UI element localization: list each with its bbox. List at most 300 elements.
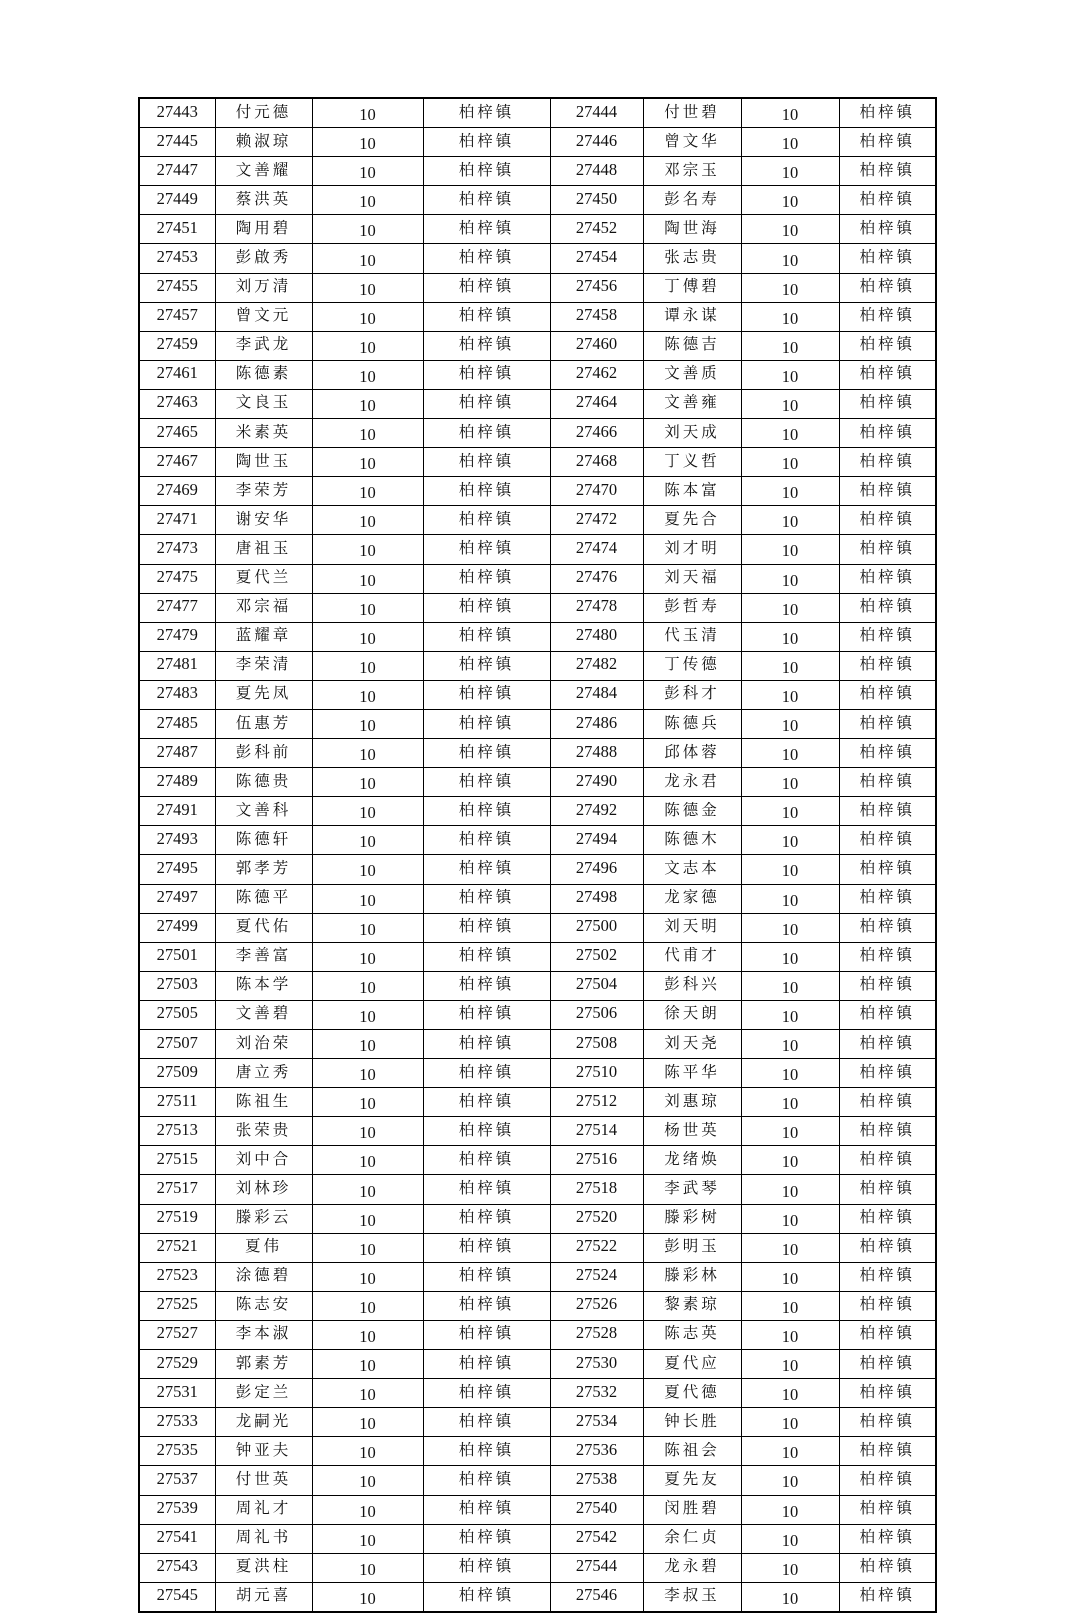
record-id-cell: 27471 bbox=[139, 506, 215, 535]
name-cell: 刘天福 bbox=[643, 564, 741, 593]
table-row bbox=[139, 1291, 936, 1320]
amount-cell: 10 bbox=[312, 98, 423, 128]
town-cell: 柏梓镇 bbox=[423, 942, 550, 971]
name-cell: 夏先合 bbox=[643, 506, 741, 535]
record-id-cell: 27467 bbox=[139, 448, 215, 477]
amount-cell: 10 bbox=[312, 1262, 423, 1291]
town-cell: 柏梓镇 bbox=[839, 1175, 936, 1204]
record-id-cell: 27501 bbox=[139, 942, 215, 971]
amount-cell: 10 bbox=[741, 826, 839, 855]
amount-cell: 10 bbox=[312, 186, 423, 215]
record-id-cell: 27504 bbox=[550, 971, 643, 1000]
table-row bbox=[139, 1524, 936, 1553]
record-id-cell: 27540 bbox=[550, 1495, 643, 1524]
name-cell: 陈德轩 bbox=[215, 826, 312, 855]
name-cell: 陈志安 bbox=[215, 1291, 312, 1320]
name-cell: 刘才明 bbox=[643, 535, 741, 564]
amount-cell: 10 bbox=[741, 1320, 839, 1349]
name-cell: 龙绪焕 bbox=[643, 1146, 741, 1175]
amount-cell: 10 bbox=[312, 971, 423, 1000]
town-cell: 柏梓镇 bbox=[423, 389, 550, 418]
record-id-cell: 27469 bbox=[139, 477, 215, 506]
town-cell: 柏梓镇 bbox=[423, 1059, 550, 1088]
name-cell: 陶世海 bbox=[643, 215, 741, 244]
amount-cell: 10 bbox=[312, 564, 423, 593]
name-cell: 杨世英 bbox=[643, 1117, 741, 1146]
town-cell: 柏梓镇 bbox=[839, 1233, 936, 1262]
amount-cell: 10 bbox=[312, 739, 423, 768]
record-id-cell: 27513 bbox=[139, 1117, 215, 1146]
amount-cell: 10 bbox=[741, 215, 839, 244]
amount-cell: 10 bbox=[741, 1495, 839, 1524]
record-id-cell: 27506 bbox=[550, 1000, 643, 1029]
amount-cell: 10 bbox=[741, 1233, 839, 1262]
town-cell: 柏梓镇 bbox=[423, 98, 550, 128]
town-cell: 柏梓镇 bbox=[839, 360, 936, 389]
table-row bbox=[139, 244, 936, 273]
name-cell: 文善科 bbox=[215, 797, 312, 826]
table-row bbox=[139, 622, 936, 651]
amount-cell: 10 bbox=[312, 1408, 423, 1437]
record-id-cell: 27505 bbox=[139, 1000, 215, 1029]
table-row bbox=[139, 1437, 936, 1466]
town-cell: 柏梓镇 bbox=[839, 506, 936, 535]
record-id-cell: 27450 bbox=[550, 186, 643, 215]
town-cell: 柏梓镇 bbox=[423, 1088, 550, 1117]
town-cell: 柏梓镇 bbox=[423, 1175, 550, 1204]
name-cell: 彭明玉 bbox=[643, 1233, 741, 1262]
town-cell: 柏梓镇 bbox=[423, 244, 550, 273]
table-row bbox=[139, 797, 936, 826]
table-row bbox=[139, 1030, 936, 1059]
amount-cell: 10 bbox=[312, 1350, 423, 1379]
town-cell: 柏梓镇 bbox=[839, 448, 936, 477]
record-id-cell: 27519 bbox=[139, 1204, 215, 1233]
name-cell: 代甫才 bbox=[643, 942, 741, 971]
town-cell: 柏梓镇 bbox=[423, 360, 550, 389]
town-cell: 柏梓镇 bbox=[839, 1030, 936, 1059]
town-cell: 柏梓镇 bbox=[423, 1408, 550, 1437]
town-cell: 柏梓镇 bbox=[423, 884, 550, 913]
name-cell: 蓝耀章 bbox=[215, 622, 312, 651]
town-cell: 柏梓镇 bbox=[423, 1233, 550, 1262]
town-cell: 柏梓镇 bbox=[839, 477, 936, 506]
town-cell: 柏梓镇 bbox=[423, 506, 550, 535]
table-row bbox=[139, 1059, 936, 1088]
record-id-cell: 27470 bbox=[550, 477, 643, 506]
town-cell: 柏梓镇 bbox=[839, 1000, 936, 1029]
amount-cell: 10 bbox=[312, 302, 423, 331]
name-cell: 陈祖会 bbox=[643, 1437, 741, 1466]
name-cell: 陈德吉 bbox=[643, 331, 741, 360]
record-id-cell: 27462 bbox=[550, 360, 643, 389]
name-cell: 陈德平 bbox=[215, 884, 312, 913]
town-cell: 柏梓镇 bbox=[839, 1350, 936, 1379]
amount-cell: 10 bbox=[312, 1030, 423, 1059]
amount-cell: 10 bbox=[741, 768, 839, 797]
record-id-cell: 27449 bbox=[139, 186, 215, 215]
table-row bbox=[139, 535, 936, 564]
town-cell: 柏梓镇 bbox=[839, 1437, 936, 1466]
amount-cell: 10 bbox=[312, 1495, 423, 1524]
record-id-cell: 27495 bbox=[139, 855, 215, 884]
amount-cell: 10 bbox=[741, 157, 839, 186]
amount-cell: 10 bbox=[312, 1582, 423, 1612]
town-cell: 柏梓镇 bbox=[423, 564, 550, 593]
record-id-cell: 27522 bbox=[550, 1233, 643, 1262]
record-id-cell: 27447 bbox=[139, 157, 215, 186]
town-cell: 柏梓镇 bbox=[423, 913, 550, 942]
name-cell: 代玉清 bbox=[643, 622, 741, 651]
name-cell: 夏代佑 bbox=[215, 913, 312, 942]
table-row bbox=[139, 768, 936, 797]
name-cell: 滕彩林 bbox=[643, 1262, 741, 1291]
town-cell: 柏梓镇 bbox=[839, 1117, 936, 1146]
town-cell: 柏梓镇 bbox=[839, 797, 936, 826]
record-id-cell: 27459 bbox=[139, 331, 215, 360]
record-id-cell: 27537 bbox=[139, 1466, 215, 1495]
table-row bbox=[139, 913, 936, 942]
record-id-cell: 27445 bbox=[139, 128, 215, 157]
amount-cell: 10 bbox=[741, 1088, 839, 1117]
amount-cell: 10 bbox=[312, 1379, 423, 1408]
town-cell: 柏梓镇 bbox=[423, 1000, 550, 1029]
table-row bbox=[139, 128, 936, 157]
amount-cell: 10 bbox=[741, 535, 839, 564]
name-cell: 彭名寿 bbox=[643, 186, 741, 215]
town-cell: 柏梓镇 bbox=[423, 215, 550, 244]
amount-cell: 10 bbox=[741, 360, 839, 389]
town-cell: 柏梓镇 bbox=[423, 1262, 550, 1291]
record-id-cell: 27496 bbox=[550, 855, 643, 884]
name-cell: 刘天尧 bbox=[643, 1030, 741, 1059]
record-id-cell: 27502 bbox=[550, 942, 643, 971]
record-id-cell: 27510 bbox=[550, 1059, 643, 1088]
name-cell: 胡元喜 bbox=[215, 1582, 312, 1612]
record-id-cell: 27524 bbox=[550, 1262, 643, 1291]
amount-cell: 10 bbox=[312, 1233, 423, 1262]
town-cell: 柏梓镇 bbox=[839, 1262, 936, 1291]
name-cell: 伍惠芳 bbox=[215, 709, 312, 738]
name-cell: 李本淑 bbox=[215, 1320, 312, 1349]
table-row bbox=[139, 564, 936, 593]
town-cell: 柏梓镇 bbox=[423, 1204, 550, 1233]
name-cell: 陈德金 bbox=[643, 797, 741, 826]
town-cell: 柏梓镇 bbox=[839, 244, 936, 273]
name-cell: 文善碧 bbox=[215, 1000, 312, 1029]
name-cell: 唐祖玉 bbox=[215, 535, 312, 564]
record-id-cell: 27468 bbox=[550, 448, 643, 477]
amount-cell: 10 bbox=[741, 273, 839, 302]
amount-cell: 10 bbox=[741, 1059, 839, 1088]
record-id-cell: 27494 bbox=[550, 826, 643, 855]
town-cell: 柏梓镇 bbox=[839, 913, 936, 942]
name-cell: 闵胜碧 bbox=[643, 1495, 741, 1524]
name-cell: 陈平华 bbox=[643, 1059, 741, 1088]
town-cell: 柏梓镇 bbox=[423, 709, 550, 738]
table-row bbox=[139, 884, 936, 913]
name-cell: 陶世玉 bbox=[215, 448, 312, 477]
table-row bbox=[139, 1379, 936, 1408]
name-cell: 谢安华 bbox=[215, 506, 312, 535]
town-cell: 柏梓镇 bbox=[423, 1582, 550, 1612]
amount-cell: 10 bbox=[312, 535, 423, 564]
table-row bbox=[139, 1582, 936, 1612]
name-cell: 钟长胜 bbox=[643, 1408, 741, 1437]
town-cell: 柏梓镇 bbox=[839, 1146, 936, 1175]
amount-cell: 10 bbox=[312, 680, 423, 709]
town-cell: 柏梓镇 bbox=[423, 448, 550, 477]
table-row bbox=[139, 215, 936, 244]
name-cell: 米素英 bbox=[215, 419, 312, 448]
name-cell: 徐天朗 bbox=[643, 1000, 741, 1029]
record-id-cell: 27503 bbox=[139, 971, 215, 1000]
name-cell: 谭永谋 bbox=[643, 302, 741, 331]
amount-cell: 10 bbox=[312, 1320, 423, 1349]
record-id-cell: 27539 bbox=[139, 1495, 215, 1524]
name-cell: 邱体蓉 bbox=[643, 739, 741, 768]
name-cell: 夏代德 bbox=[643, 1379, 741, 1408]
amount-cell: 10 bbox=[741, 1553, 839, 1582]
town-cell: 柏梓镇 bbox=[839, 971, 936, 1000]
name-cell: 周礼书 bbox=[215, 1524, 312, 1553]
amount-cell: 10 bbox=[741, 709, 839, 738]
town-cell: 柏梓镇 bbox=[839, 1291, 936, 1320]
town-cell: 柏梓镇 bbox=[423, 273, 550, 302]
amount-cell: 10 bbox=[741, 128, 839, 157]
record-id-cell: 27490 bbox=[550, 768, 643, 797]
record-id-cell: 27454 bbox=[550, 244, 643, 273]
name-cell: 滕彩云 bbox=[215, 1204, 312, 1233]
name-cell: 彭啟秀 bbox=[215, 244, 312, 273]
table-row bbox=[139, 186, 936, 215]
amount-cell: 10 bbox=[741, 913, 839, 942]
record-id-cell: 27534 bbox=[550, 1408, 643, 1437]
table-row bbox=[139, 1000, 936, 1029]
amount-cell: 10 bbox=[741, 1408, 839, 1437]
amount-cell: 10 bbox=[741, 506, 839, 535]
record-id-cell: 27527 bbox=[139, 1320, 215, 1349]
amount-cell: 10 bbox=[741, 331, 839, 360]
name-cell: 丁传德 bbox=[643, 651, 741, 680]
amount-cell: 10 bbox=[312, 913, 423, 942]
amount-cell: 10 bbox=[312, 1059, 423, 1088]
name-cell: 彭科才 bbox=[643, 680, 741, 709]
record-id-cell: 27516 bbox=[550, 1146, 643, 1175]
name-cell: 文志本 bbox=[643, 855, 741, 884]
name-cell: 夏先凤 bbox=[215, 680, 312, 709]
amount-cell: 10 bbox=[741, 1000, 839, 1029]
amount-cell: 10 bbox=[312, 826, 423, 855]
town-cell: 柏梓镇 bbox=[423, 477, 550, 506]
amount-cell: 10 bbox=[312, 1088, 423, 1117]
name-cell: 邓宗福 bbox=[215, 593, 312, 622]
amount-cell: 10 bbox=[741, 389, 839, 418]
record-id-cell: 27448 bbox=[550, 157, 643, 186]
amount-cell: 10 bbox=[741, 1030, 839, 1059]
record-id-cell: 27491 bbox=[139, 797, 215, 826]
table-row bbox=[139, 680, 936, 709]
amount-cell: 10 bbox=[312, 1117, 423, 1146]
amount-cell: 10 bbox=[312, 884, 423, 913]
amount-cell: 10 bbox=[741, 797, 839, 826]
amount-cell: 10 bbox=[312, 855, 423, 884]
town-cell: 柏梓镇 bbox=[423, 622, 550, 651]
record-id-cell: 27532 bbox=[550, 1379, 643, 1408]
name-cell: 刘惠琼 bbox=[643, 1088, 741, 1117]
town-cell: 柏梓镇 bbox=[839, 1088, 936, 1117]
town-cell: 柏梓镇 bbox=[839, 1524, 936, 1553]
town-cell: 柏梓镇 bbox=[839, 273, 936, 302]
name-cell: 陈德贵 bbox=[215, 768, 312, 797]
table-body bbox=[139, 98, 936, 1612]
amount-cell: 10 bbox=[312, 1146, 423, 1175]
record-id-cell: 27479 bbox=[139, 622, 215, 651]
amount-cell: 10 bbox=[741, 1582, 839, 1612]
record-id-cell: 27531 bbox=[139, 1379, 215, 1408]
town-cell: 柏梓镇 bbox=[839, 186, 936, 215]
record-id-cell: 27480 bbox=[550, 622, 643, 651]
record-id-cell: 27458 bbox=[550, 302, 643, 331]
record-id-cell: 27475 bbox=[139, 564, 215, 593]
town-cell: 柏梓镇 bbox=[839, 331, 936, 360]
record-id-cell: 27529 bbox=[139, 1350, 215, 1379]
amount-cell: 10 bbox=[741, 622, 839, 651]
town-cell: 柏梓镇 bbox=[839, 419, 936, 448]
town-cell: 柏梓镇 bbox=[423, 1524, 550, 1553]
town-cell: 柏梓镇 bbox=[423, 331, 550, 360]
name-cell: 夏先友 bbox=[643, 1466, 741, 1495]
record-id-cell: 27512 bbox=[550, 1088, 643, 1117]
record-id-cell: 27464 bbox=[550, 389, 643, 418]
town-cell: 柏梓镇 bbox=[839, 1204, 936, 1233]
town-cell: 柏梓镇 bbox=[839, 622, 936, 651]
town-cell: 柏梓镇 bbox=[423, 651, 550, 680]
town-cell: 柏梓镇 bbox=[423, 1437, 550, 1466]
name-cell: 文良玉 bbox=[215, 389, 312, 418]
record-id-cell: 27545 bbox=[139, 1582, 215, 1612]
name-cell: 陈本富 bbox=[643, 477, 741, 506]
record-id-cell: 27455 bbox=[139, 273, 215, 302]
table-row bbox=[139, 1320, 936, 1349]
table-row bbox=[139, 1466, 936, 1495]
amount-cell: 10 bbox=[741, 651, 839, 680]
table-row bbox=[139, 360, 936, 389]
record-id-cell: 27497 bbox=[139, 884, 215, 913]
record-id-cell: 27508 bbox=[550, 1030, 643, 1059]
town-cell: 柏梓镇 bbox=[839, 884, 936, 913]
amount-cell: 10 bbox=[741, 1146, 839, 1175]
amount-cell: 10 bbox=[312, 768, 423, 797]
table-row bbox=[139, 1262, 936, 1291]
record-id-cell: 27543 bbox=[139, 1553, 215, 1582]
record-id-cell: 27443 bbox=[139, 98, 215, 128]
amount-cell: 10 bbox=[741, 971, 839, 1000]
name-cell: 郭素芳 bbox=[215, 1350, 312, 1379]
record-id-cell: 27509 bbox=[139, 1059, 215, 1088]
amount-cell: 10 bbox=[741, 739, 839, 768]
town-cell: 柏梓镇 bbox=[839, 1408, 936, 1437]
amount-cell: 10 bbox=[741, 564, 839, 593]
amount-cell: 10 bbox=[741, 1117, 839, 1146]
amount-cell: 10 bbox=[312, 1553, 423, 1582]
amount-cell: 10 bbox=[741, 942, 839, 971]
town-cell: 柏梓镇 bbox=[423, 1495, 550, 1524]
town-cell: 柏梓镇 bbox=[423, 157, 550, 186]
record-id-cell: 27457 bbox=[139, 302, 215, 331]
name-cell: 曾文元 bbox=[215, 302, 312, 331]
record-id-cell: 27525 bbox=[139, 1291, 215, 1320]
record-id-cell: 27493 bbox=[139, 826, 215, 855]
record-id-cell: 27444 bbox=[550, 98, 643, 128]
amount-cell: 10 bbox=[741, 1204, 839, 1233]
amount-cell: 10 bbox=[741, 1262, 839, 1291]
name-cell: 李善富 bbox=[215, 942, 312, 971]
name-cell: 邓宗玉 bbox=[643, 157, 741, 186]
name-cell: 李荣清 bbox=[215, 651, 312, 680]
town-cell: 柏梓镇 bbox=[423, 1553, 550, 1582]
town-cell: 柏梓镇 bbox=[423, 768, 550, 797]
amount-cell: 10 bbox=[312, 1291, 423, 1320]
record-id-cell: 27526 bbox=[550, 1291, 643, 1320]
record-id-cell: 27465 bbox=[139, 419, 215, 448]
town-cell: 柏梓镇 bbox=[839, 855, 936, 884]
table-row bbox=[139, 739, 936, 768]
amount-cell: 10 bbox=[312, 389, 423, 418]
amount-cell: 10 bbox=[741, 1466, 839, 1495]
amount-cell: 10 bbox=[741, 186, 839, 215]
amount-cell: 10 bbox=[312, 360, 423, 389]
record-id-cell: 27492 bbox=[550, 797, 643, 826]
record-id-cell: 27453 bbox=[139, 244, 215, 273]
table-row bbox=[139, 273, 936, 302]
amount-cell: 10 bbox=[312, 651, 423, 680]
amount-cell: 10 bbox=[741, 477, 839, 506]
name-cell: 文善耀 bbox=[215, 157, 312, 186]
record-id-cell: 27486 bbox=[550, 709, 643, 738]
amount-cell: 10 bbox=[312, 448, 423, 477]
name-cell: 夏伟 bbox=[215, 1233, 312, 1262]
name-cell: 文善雍 bbox=[643, 389, 741, 418]
record-id-cell: 27472 bbox=[550, 506, 643, 535]
table-row bbox=[139, 1088, 936, 1117]
amount-cell: 10 bbox=[741, 419, 839, 448]
table-row bbox=[139, 157, 936, 186]
record-id-cell: 27482 bbox=[550, 651, 643, 680]
town-cell: 柏梓镇 bbox=[839, 535, 936, 564]
amount-cell: 10 bbox=[741, 1291, 839, 1320]
name-cell: 刘中合 bbox=[215, 1146, 312, 1175]
record-id-cell: 27538 bbox=[550, 1466, 643, 1495]
name-cell: 滕彩树 bbox=[643, 1204, 741, 1233]
town-cell: 柏梓镇 bbox=[423, 855, 550, 884]
table-row bbox=[139, 1204, 936, 1233]
table-row bbox=[139, 419, 936, 448]
town-cell: 柏梓镇 bbox=[839, 128, 936, 157]
town-cell: 柏梓镇 bbox=[423, 797, 550, 826]
record-id-cell: 27499 bbox=[139, 913, 215, 942]
town-cell: 柏梓镇 bbox=[839, 564, 936, 593]
town-cell: 柏梓镇 bbox=[839, 389, 936, 418]
town-cell: 柏梓镇 bbox=[423, 1117, 550, 1146]
name-cell: 周礼才 bbox=[215, 1495, 312, 1524]
record-id-cell: 27511 bbox=[139, 1088, 215, 1117]
town-cell: 柏梓镇 bbox=[423, 1379, 550, 1408]
name-cell: 陈本学 bbox=[215, 971, 312, 1000]
town-cell: 柏梓镇 bbox=[423, 1146, 550, 1175]
town-cell: 柏梓镇 bbox=[839, 215, 936, 244]
table-row bbox=[139, 506, 936, 535]
